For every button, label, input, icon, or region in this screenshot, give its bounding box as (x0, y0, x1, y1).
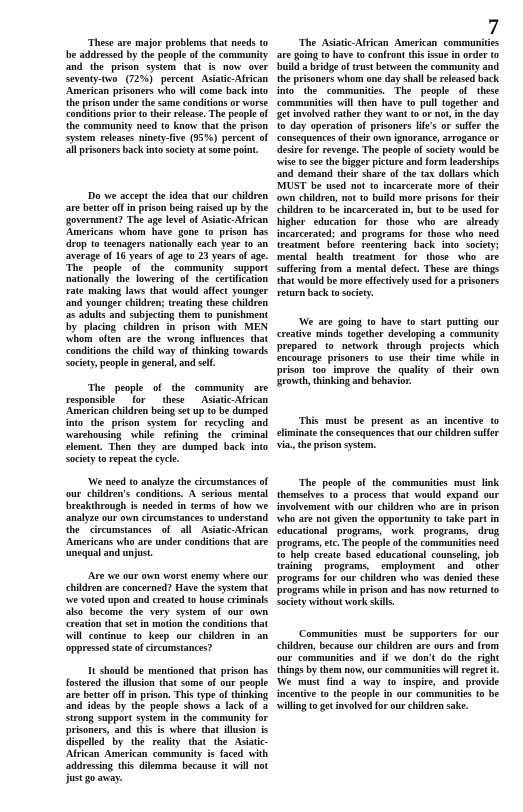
page-number: 7 (488, 14, 499, 39)
paragraph: This must be present as an incentive to eliminate the consequences that our children suffer via., the prison system. (277, 416, 499, 452)
paragraph: Are we our own worst enemy where our children are concerned? Have the system that we voted upon and created to house criminals also become the very system of our own creation that set in motion the conditions that will continue to keep our children in an oppressed state of circumstances? (66, 571, 268, 654)
right-column (277, 38, 499, 723)
paragraph: The Asiatic-African American communities are going to have to confront this issue in order to build a bridge of trust between the community and the prisoners whom one day shall be released back into the communities. The people of these communities will then have to pull together and get involved rather they want to or not, in the day to day operation of prisoners life's or suffer the consequences of their own ignorance, arrogance or desire for revenge. The people of society would be wise to see the bigger picture and form leaderships and demand their share of the tax dollars which MUST be used not to incarcerate more of their own children, not to build more prisons for their children to be incarcerated in, but to be used for higher education for those who are already incarcerated; and programs for those who need treatment before reentering back into society; mental health treatment for those who are suffering from a mental defect. These are things that would be more effectively used for a prisoners return back to society. (277, 38, 499, 300)
paragraph: Communities must be supporters for our children, because our children are ours and from our communities and if we don't do the right things by them now, our communities will regret it. We must find a way to inspire, and provide incentive to the people in our communities to be willing to get involved for our children sake. (277, 629, 499, 712)
paragraph: We need to analyze the circumstances of our children's conditions. A serious mental breakthrough is needed in terms of how we analyze our own circumstances to understand the circumstances of all Asiatic-African Americans who are under conditions that are unequal and unjust. (66, 477, 268, 560)
paragraph: The people of the communities must link themselves to a process that would expand our involvement with our children who are in prison who are not given the opportunity to take part in educational programs, work programs, drug programs, etc. The people of the communities need to help create based educational counseling, job training programs, employment and other programs for our children who was denied these programs while in prison and has now returned to society without work skills. (277, 478, 499, 609)
paragraph: Do we accept the idea that our children are better off in prison being raised up by the government? The age level of Asiatic-African Americans whom have gone to prison has drop to teenagers nationally each year to an average of 16 years of age to 23 years of age. The people of the community support nationally the lowering of the certification rate making laws that would affect younger and younger children; treating these children as adults and subjecting them to punishment by placing children in prison with MEN whom often are the wrong influences that conditions the child way of thinking towards society, people in general, and self. (66, 191, 268, 369)
paragraph: It should be mentioned that prison has fostered the illusion that some of our people are better off in prison. This type of thinking and ideas by the people shows a lack of a strong support system in the community for prisoners, and this is where that illusion is dispelled by the reality that the Asiatic-African American community is faced with addressing this dilemma because it will not just go away. (66, 665, 268, 784)
left-column (66, 38, 268, 796)
paragraph: These are major problems that needs to be addressed by the people of the community and the prison system that is now over seventy-two (72%) percent Asiatic-African American prisoners who will come back into the prison under the same conditions or worse conditions prior to their release. The people of the community need to know that the prison system releases ninety-five (95%) percent of all prisoners back into society at some point. (66, 38, 268, 157)
paragraph: The people of the community are responsible for these Asiatic-African American children being set up to be dumped into the prison system for recycling and warehousing while refining the criminal element. Then they are dumped back into society to repeat the cycle. (66, 382, 268, 466)
paragraph: We are going to have to start putting our creative minds together developing a community prepared to network through projects which encourage prisoners to use their time while in prison too improve the quality of their own growth, thinking and behavior. (277, 316, 499, 388)
